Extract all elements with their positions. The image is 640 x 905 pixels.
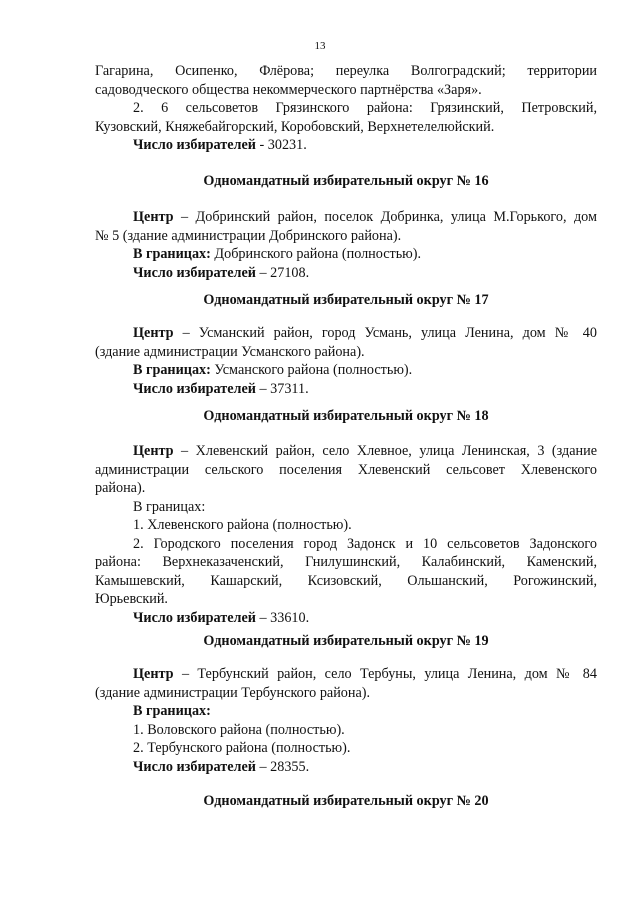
voters-value: – 28355. (255, 758, 310, 775)
district-18-item-2-line-2: района: Верхнеказаченский, Гнилушинский, Калабинский, Каменский, (95, 554, 597, 570)
district-19-center-line-2: (здание администрации Тербунского района). (95, 684, 371, 701)
district-18-title: Одномандатный избирательный округ № 18 (203, 408, 489, 424)
center-text: – Добринский район, поселок Добринка, улица М.Горького, дом (173, 209, 597, 225)
intro-line-4: Кузовский, Княжебайгорский, Коробовский, Верхнетелелюйский. (95, 118, 495, 135)
district-18-center-line-2: администрации сельского поселения Хлевенский сельсовет Хлевенского (95, 461, 597, 478)
district-16-center-line-1 (95, 208, 597, 227)
bounds-text: Добринского района (полностью). (210, 246, 422, 262)
voters-label: Число избирателей (133, 264, 256, 281)
voters-label: Число избирателей (133, 380, 256, 397)
district-18-item-1: 1. Хлевенского района (полностью). (133, 517, 352, 533)
district-18-item-2-line-3: Камышевский, Кашарский, Ксизовский, Ольшанский, Рогожинский, (95, 572, 597, 589)
district-17-voters (95, 380, 597, 399)
intro-line-1: Гагарина, Осипенко, Флёрова; переулка Волгоградский; территории (95, 63, 597, 79)
center-label: Центр (133, 666, 174, 682)
intro-line-2: садоводческого общества некоммерческого партнёрства «Заря». (95, 81, 482, 98)
intro-voters (95, 136, 597, 155)
district-19-item-2: 2. Тербунского района (полностью). (133, 740, 351, 756)
bounds-label: В границах: (133, 362, 211, 378)
district-18-voters (95, 609, 597, 628)
district-18-block (95, 442, 597, 627)
voters-label: Число избирателей (133, 137, 256, 153)
center-text: – Усманский район, город Усмань, улица Ленина, дом № 40 (173, 325, 597, 341)
district-18-center-line-1 (95, 442, 597, 461)
district-16-voters (95, 264, 597, 283)
district-19-bounds (95, 702, 597, 721)
district-16-block (95, 208, 597, 282)
voters-value: – 33610. (255, 609, 310, 626)
district-19-voters (95, 758, 597, 777)
district-17-title: Одномандатный избирательный округ № 17 (203, 292, 489, 308)
center-label: Центр (133, 209, 174, 225)
voters-value: – 37311. (255, 380, 309, 397)
district-19-item-1: 1. Воловского района (полностью). (133, 721, 345, 738)
intro-block (95, 62, 597, 155)
district-17-block (95, 324, 597, 398)
district-17-center-line-2: (здание администрации Усманского района). (95, 343, 365, 360)
district-18-bounds: В границах: (133, 498, 206, 515)
bounds-label: В границах: (133, 703, 211, 719)
district-20-title: Одномандатный избирательный округ № 20 (203, 793, 489, 809)
voters-value: - 30231. (255, 137, 307, 153)
district-16-title: Одномандатный избирательный округ № 16 (203, 173, 489, 189)
bounds-label: В границах: (133, 246, 211, 262)
district-18-center-line-3: района). (95, 480, 146, 496)
voters-label: Число избирателей (133, 758, 256, 775)
center-text: – Тербунский район, село Тербуны, улица Ленина, дом № 84 (173, 666, 597, 682)
voters-label: Число избирателей (133, 609, 256, 626)
district-19-title: Одномандатный избирательный округ № 19 (203, 633, 489, 649)
district-19-center-line-1 (95, 665, 597, 684)
bounds-text: Усманского района (полностью). (210, 362, 413, 378)
voters-value: – 27108. (255, 264, 310, 281)
district-16-center-line-2: № 5 (здание администрации Добринского района). (95, 227, 402, 244)
page-number: 13 (314, 40, 326, 52)
district-18-item-2-line-4: Юрьевский. (95, 591, 168, 607)
district-17-center-line-1 (95, 324, 597, 343)
center-label: Центр (133, 443, 174, 459)
district-19-block (95, 665, 597, 776)
center-text: – Хлевенский район, село Хлевное, улица Ленинская, 3 (здание (173, 443, 597, 459)
district-18-item-2-line-1: 2. Городского поселения город Задонск и 10 сельсоветов Задонского (133, 535, 597, 552)
district-17-bounds (95, 361, 597, 380)
intro-line-3: 2. 6 сельсоветов Грязинского района: Грязинский, Петровский, (133, 100, 597, 116)
center-label: Центр (133, 325, 174, 341)
district-16-bounds (95, 245, 597, 264)
